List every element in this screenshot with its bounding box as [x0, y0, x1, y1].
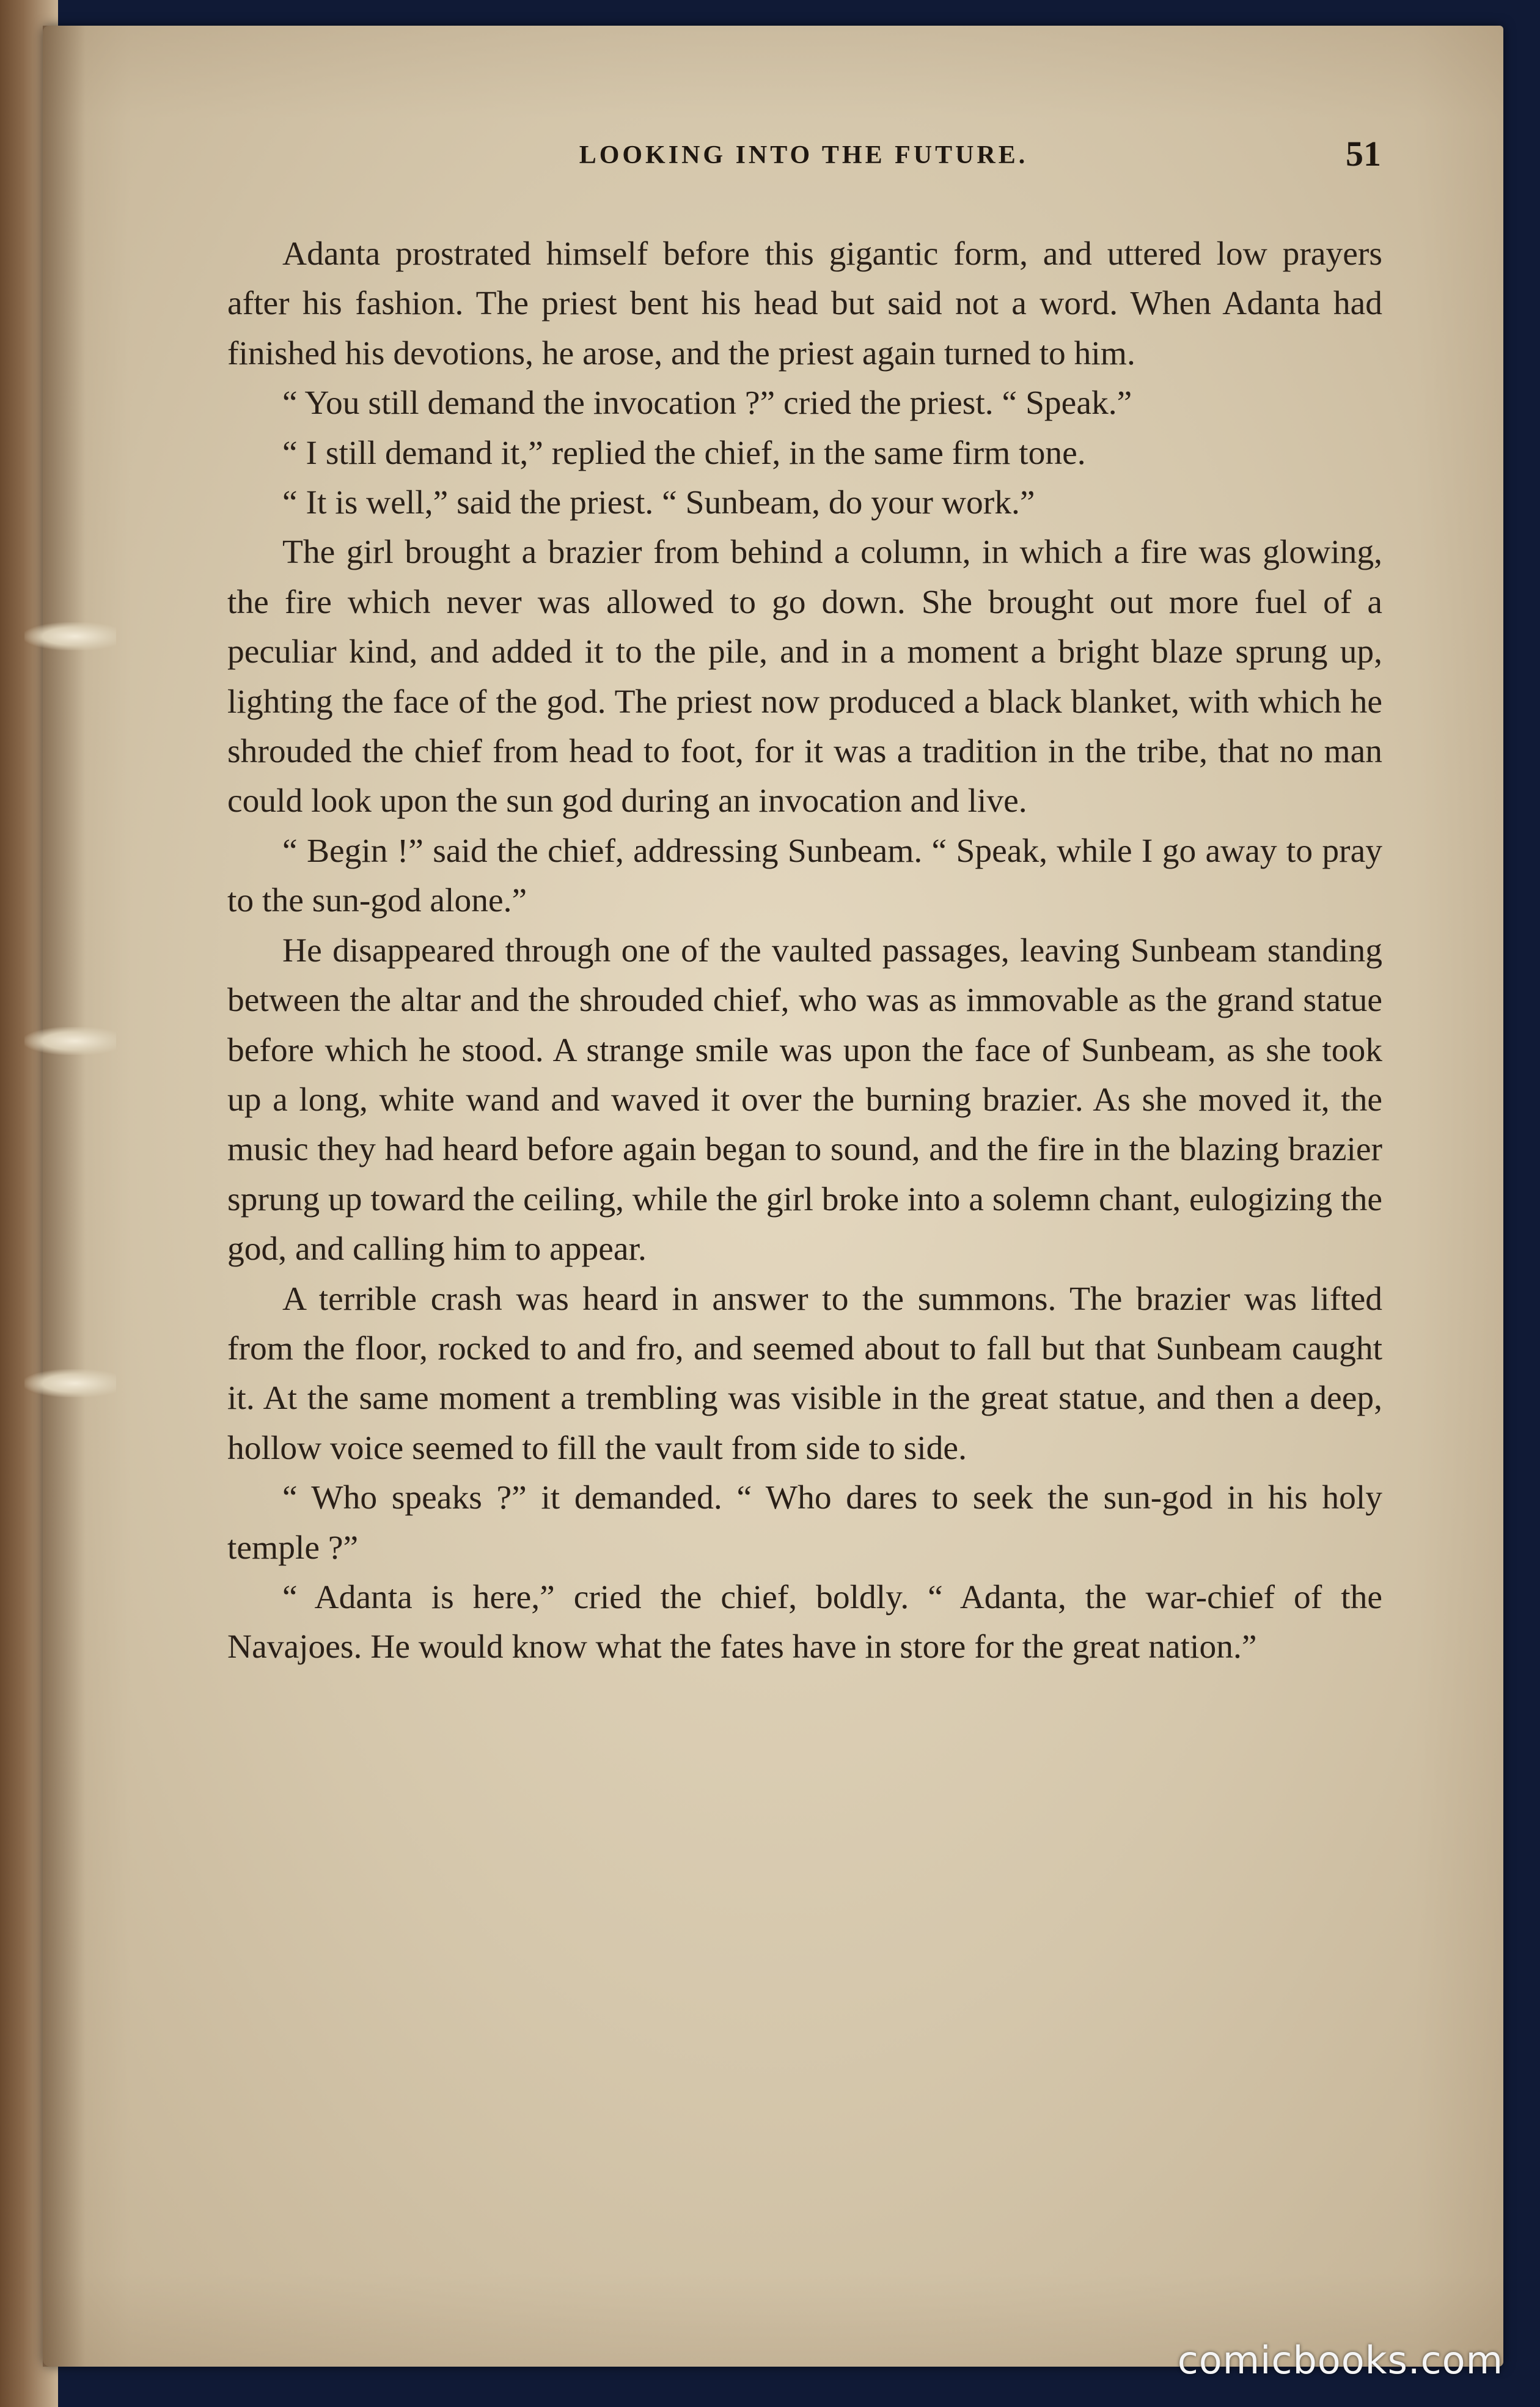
site-watermark: comicbooks.com [1177, 2338, 1503, 2383]
paragraph: “ Adanta is here,” cried the chief, boldly. “ Adanta, the war-chief of the Navajoes. He would know what the fates have in store for the great nation.” [227, 1578, 1382, 1666]
binding-stitch [24, 1027, 116, 1055]
paragraph: “ Begin !” said the chief, addressing Sunbeam. “ Speak, while I go away to pray to the sun-god alone.” [227, 832, 1382, 920]
paragraph: “ It is well,” said the priest. “ Sunbeam, do your work.” [282, 484, 1035, 522]
paragraph: “ You still demand the invocation ?” cried the priest. “ Speak.” [282, 384, 1132, 422]
binding-stitch [24, 622, 116, 650]
paragraph: “ Who speaks ?” it demanded. “ Who dares to seek the sun-god in his holy temple ?” [227, 1479, 1382, 1567]
running-head: LOOKING INTO THE FUTURE. [579, 141, 1028, 169]
paragraph: “ I still demand it,” replied the chief, in the same firm tone. [282, 434, 1086, 472]
page-header [226, 133, 1381, 188]
paragraph: Adanta prostrated himself before this gigantic form, and uttered low prayers after his fashion. The priest bent his head but said not a word. When Adanta had finished his devotions, he arose, and the priest again turned to him. [227, 235, 1382, 372]
body-text [227, 229, 1382, 1672]
paragraph: He disappeared through one of the vaulted passages, leaving Sunbeam standing between the altar and the shrouded chief, who was as immovable as the grand statue before which he stood. A strange smile was upon the face of Sunbeam, as she took up a long, white wand and waved it over the burning brazier. As she moved it, the music they had heard before again began to sound, and the fire in the blazing brazier sprung up toward the ceiling, while the girl broke into a solemn chant, eulogizing the god, and calling him to appear. [227, 932, 1382, 1268]
binding-stitch [24, 1369, 116, 1397]
paragraph: A terrible crash was heard in answer to the summons. The brazier was lifted from the floor, rocked to and fro, and seemed about to fall but that Sunbeam caught it. At the same moment a trembling was visible in the great statue, and then a deep, hollow voice seemed to fill the vault from side to side. [227, 1280, 1382, 1467]
gutter-shadow [43, 26, 86, 2367]
paragraph: The girl brought a brazier from behind a column, in which a fire was glowing, the fire which never was allowed to go down. She brought out more fuel of a peculiar kind, and added it to the pile, and in a moment a bright blaze sprung up, lighting the face of the god. The priest now produced a black blanket, with which he shrouded the chief from head to foot, for it was a tradition in the tribe, that no man could look upon the sun god during an invocation and live. [227, 534, 1382, 820]
page-number: 51 [1346, 134, 1381, 174]
